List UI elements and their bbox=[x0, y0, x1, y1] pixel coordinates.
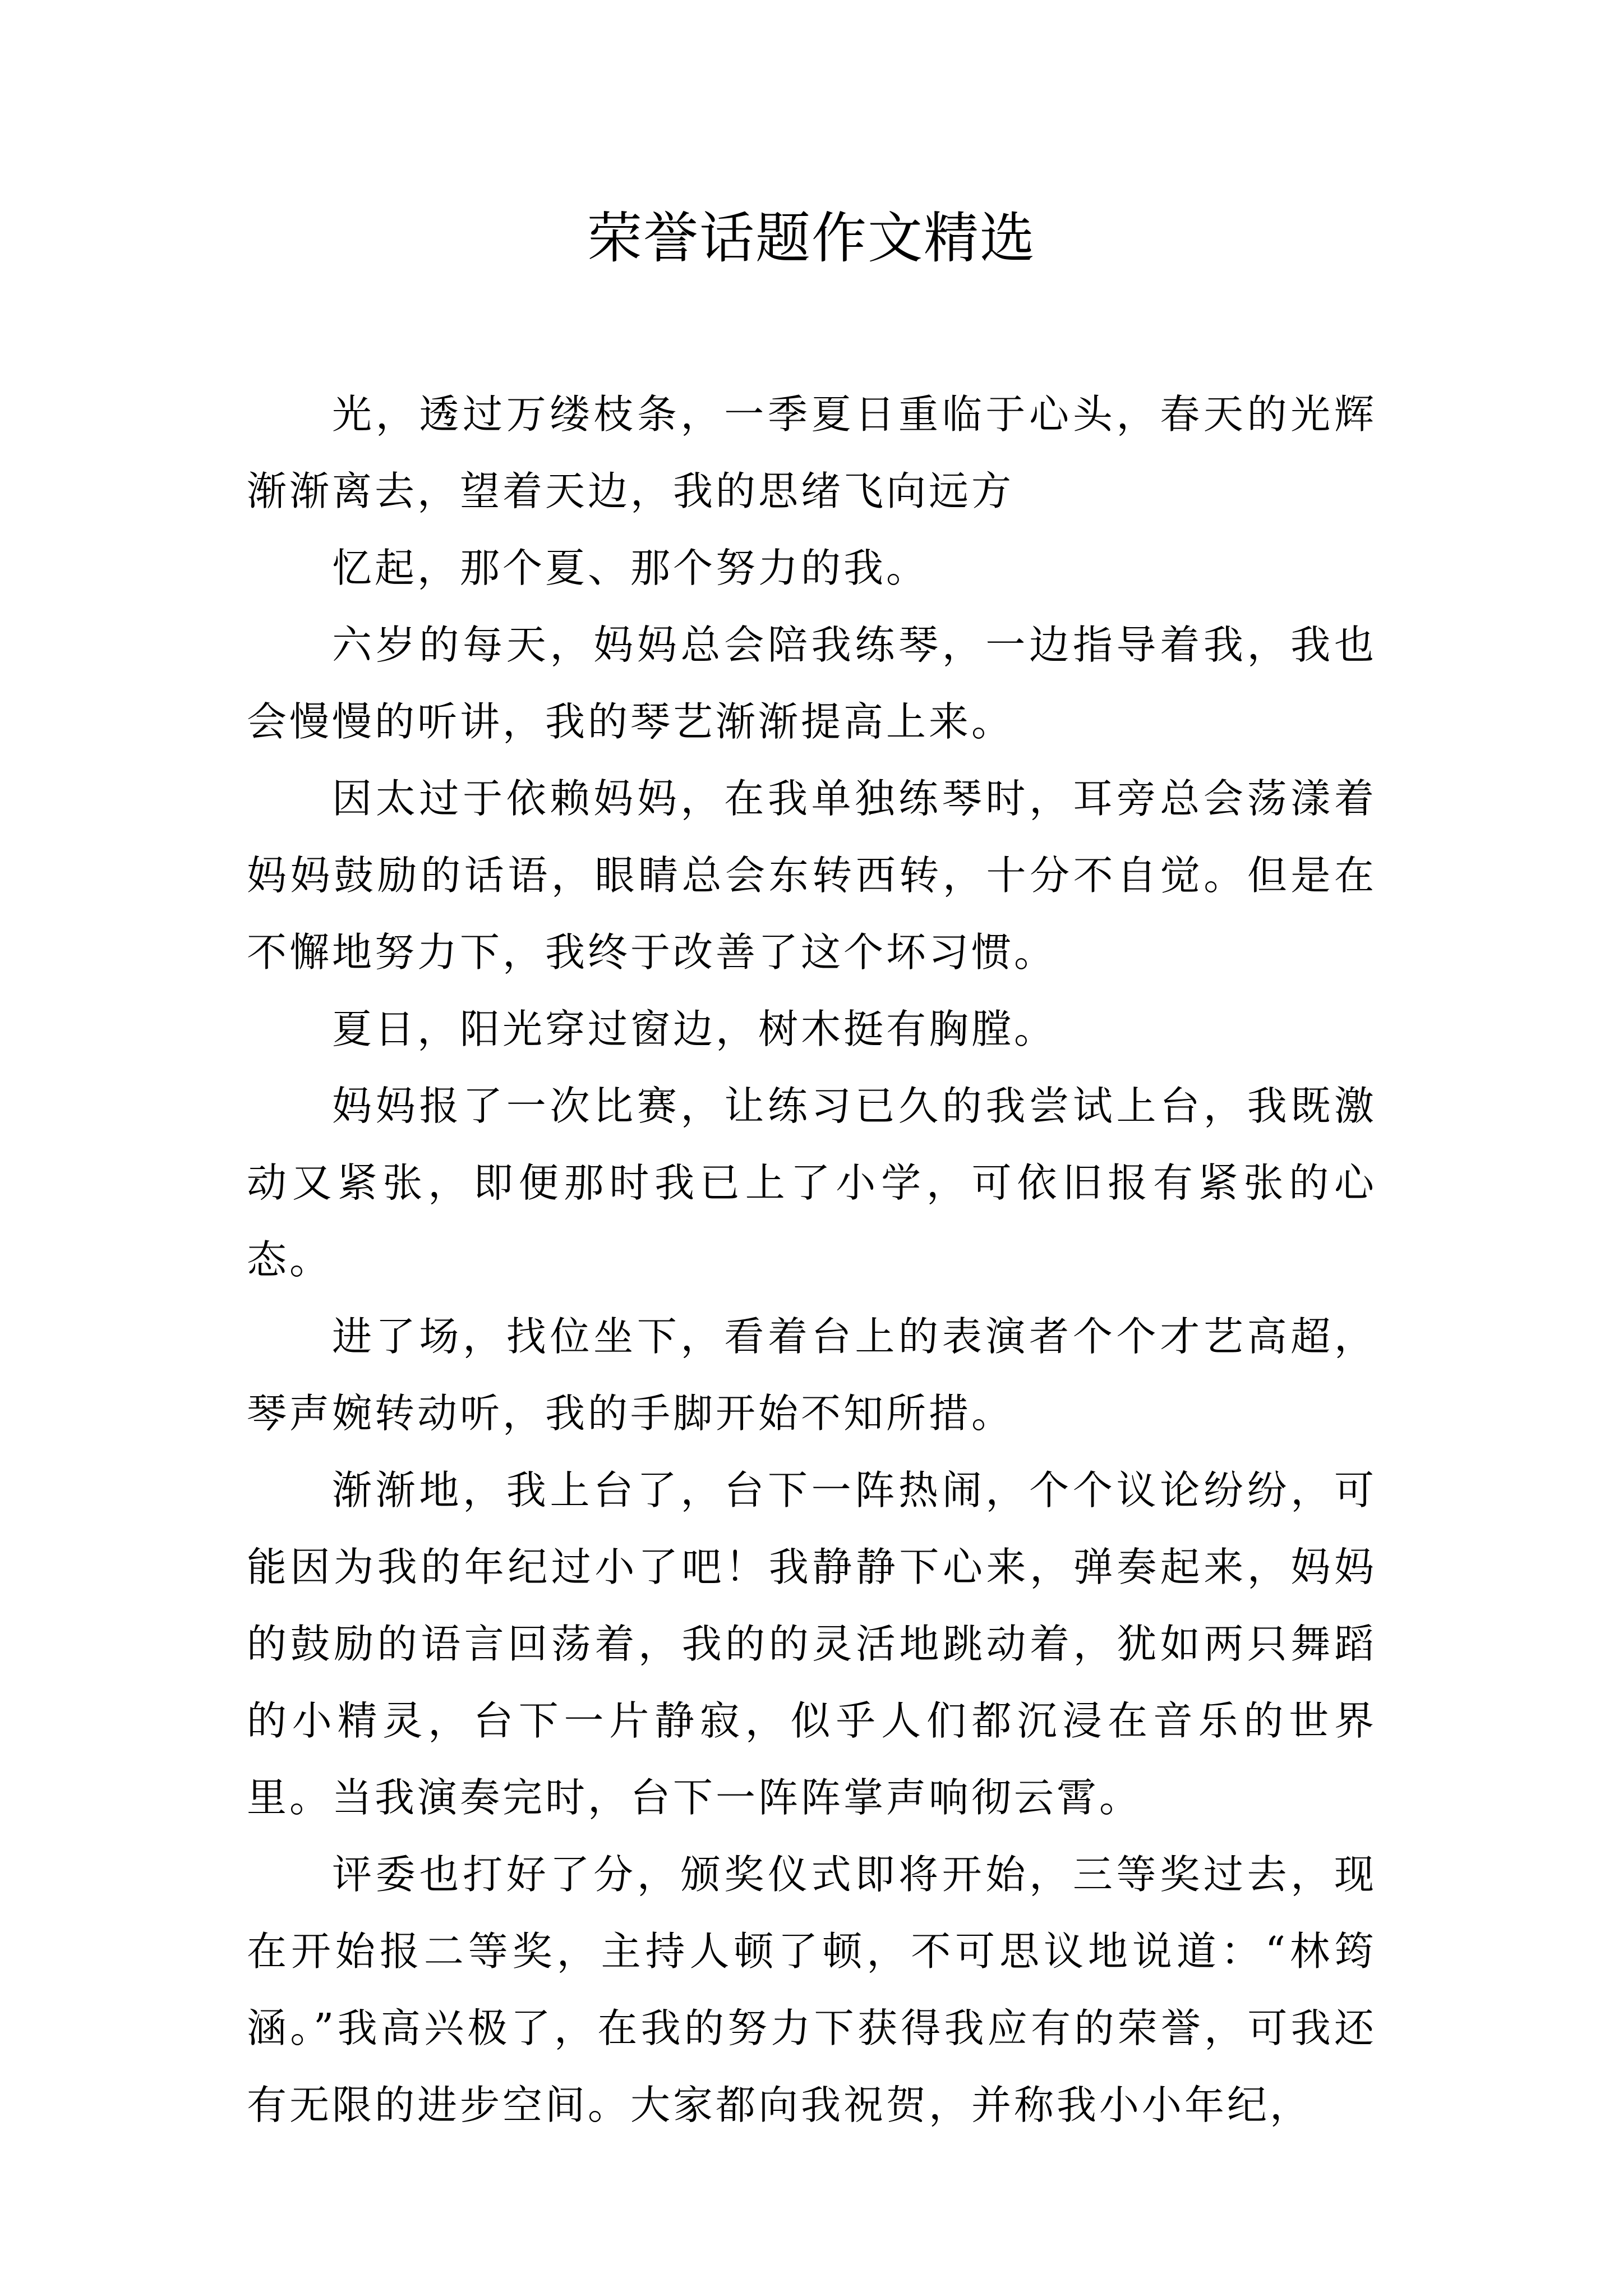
paragraph: 妈妈报了一次比赛，让练习已久的我尝试上台，我既激动又紧张，即便那时我已上了小学，可依旧报有紧张的心态。 bbox=[247, 1083, 1377, 1283]
paragraph: 六岁的每天，妈妈总会陪我练琴，一边指导着我，我也会慢慢的听讲，我的琴艺渐渐提高上来。 bbox=[247, 622, 1377, 745]
paragraph: 进了场，找位坐下，看着台上的表演者个个才艺高超，琴声婉转动听，我的手脚开始不知所措。 bbox=[247, 1313, 1377, 1437]
paragraph: 光，透过万缕枝条，一季夏日重临于心头，春天的光辉渐渐离去，望着天边，我的思绪飞向远方 bbox=[247, 391, 1377, 514]
document-title: 荣誉话题作文精选 bbox=[587, 206, 1036, 270]
paragraph: 忆起，那个夏、那个努力的我。 bbox=[332, 545, 929, 591]
paragraph: 夏日，阳光穿过窗边，树木挺有胸膛。 bbox=[332, 1006, 1057, 1052]
document-body bbox=[247, 376, 1377, 2143]
paragraph: 评委也打好了分，颁奖仪式即将开始，三等奖过去，现在开始报二等奖，主持人顿了顿，不可思议地说道：“林筠涵。”我高兴极了，在我的努力下获得我应有的荣誉，可我还有无限的进步空间。大家都向我祝贺，并称我小小年纪， bbox=[247, 1851, 1377, 2128]
paragraph: 渐渐地，我上台了，台下一阵热闹，个个议论纷纷，可能因为我的年纪过小了吧！我静静下心来，弹奏起来，妈妈的鼓励的语言回荡着，我的的灵活地跳动着，犹如两只舞蹈的小精灵，台下一片静寂，似乎人们都沉浸在音乐的世界里。当我演奏完时，台下一阵阵掌声响彻云霄。 bbox=[247, 1467, 1377, 1821]
paragraph: 因太过于依赖妈妈，在我单独练琴时，耳旁总会荡漾着妈妈鼓励的话语，眼睛总会东转西转，十分不自觉。但是在不懈地努力下，我终于改善了这个坏习惯。 bbox=[247, 775, 1377, 976]
